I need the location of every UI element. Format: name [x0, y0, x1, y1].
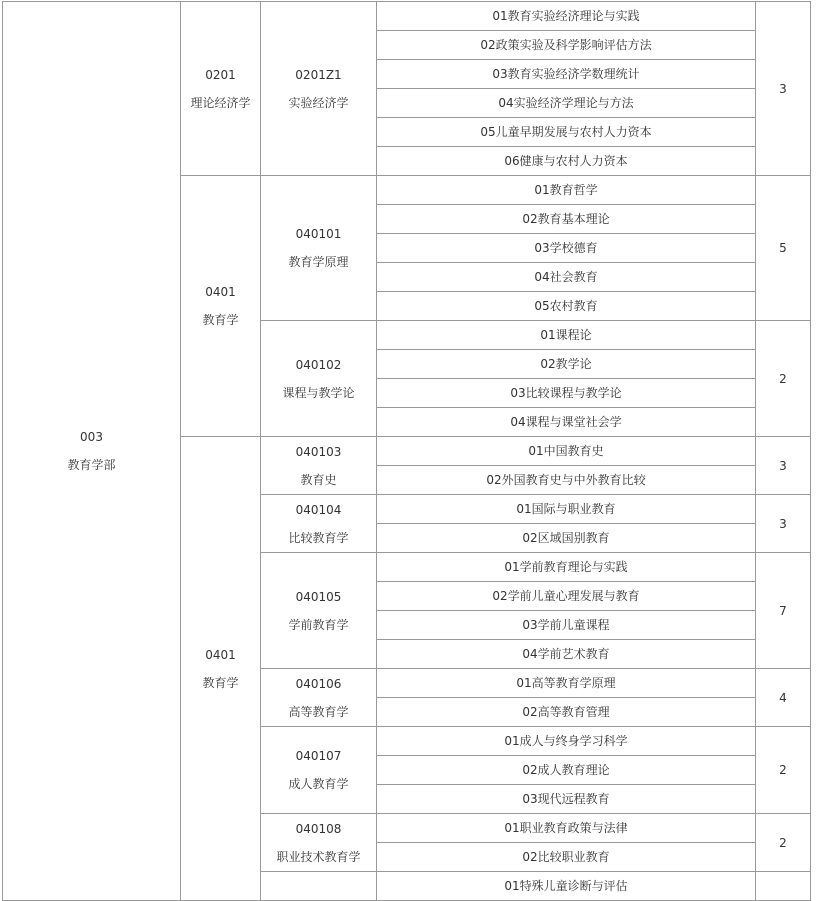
major-name: 职业技术教育学 [276, 849, 361, 864]
enrollment-count: 4 [756, 669, 811, 727]
direction-cell: 01中国教育史 [377, 437, 756, 466]
direction-cell: 02高等教育管理 [377, 698, 756, 727]
major-name: 高等教育学 [288, 704, 349, 719]
enrollment-count: 3 [756, 437, 811, 495]
enrollment-count: 3 [756, 2, 811, 176]
department-name: 教育学部 [67, 458, 116, 472]
direction-cell: 03现代远程教育 [377, 785, 756, 814]
direction-cell: 04社会教育 [377, 263, 756, 292]
direction-cell: 03教育实验经济学数理统计 [377, 60, 756, 89]
major-cell [261, 2, 377, 176]
direction-cell: 03学前儿童课程 [377, 611, 756, 640]
direction-cell: 01课程论 [377, 321, 756, 350]
direction-cell: 01教育实验经济理论与实践 [377, 2, 756, 31]
major-code: 040105 [295, 589, 342, 604]
direction-cell: 01职业教育政策与法律 [377, 814, 756, 843]
direction-cell: 01教育哲学 [377, 176, 756, 205]
major-cell [261, 814, 377, 872]
enrollment-count: 2 [756, 727, 811, 814]
subject-code: 0401 [205, 647, 236, 662]
major-name: 实验经济学 [288, 95, 349, 110]
enrollment-count: 3 [756, 495, 811, 553]
major-code: 040104 [295, 502, 342, 517]
major-cell [261, 872, 377, 901]
direction-cell: 02区域国别教育 [377, 524, 756, 553]
direction-cell: 04课程与课堂社会学 [377, 408, 756, 437]
major-code: 040103 [295, 444, 342, 459]
program-table [2, 1, 811, 901]
department-code: 003 [80, 430, 103, 444]
major-cell [261, 437, 377, 495]
subject-cell [181, 2, 261, 176]
direction-cell: 02外国教育史与中外教育比较 [377, 466, 756, 495]
major-code: 040106 [295, 676, 342, 691]
major-code: 040101 [295, 227, 342, 241]
major-cell [261, 669, 377, 727]
direction-cell: 02比较职业教育 [377, 843, 756, 872]
subject-name: 理论经济学 [190, 95, 251, 110]
direction-cell: 03比较课程与教学论 [377, 379, 756, 408]
major-cell [261, 495, 377, 553]
direction-cell: 01特殊儿童诊断与评估 [377, 872, 756, 901]
subject-cell [181, 437, 261, 901]
major-code: 040107 [295, 749, 342, 763]
direction-cell: 02教学论 [377, 350, 756, 379]
major-cell [261, 321, 377, 437]
major-cell [261, 553, 377, 669]
direction-cell: 01成人与终身学习科学 [377, 727, 756, 756]
major-name: 比较教育学 [288, 530, 349, 545]
direction-cell: 02教育基本理论 [377, 205, 756, 234]
subject-code: 0401 [205, 285, 236, 299]
major-code: 040108 [295, 821, 342, 836]
subject-code: 0201 [205, 67, 236, 82]
direction-cell: 05儿童早期发展与农村人力资本 [377, 118, 756, 147]
direction-cell: 03学校德育 [377, 234, 756, 263]
direction-cell: 02政策实验及科学影响评估方法 [377, 31, 756, 60]
direction-cell: 04实验经济学理论与方法 [377, 89, 756, 118]
enrollment-count: 2 [756, 814, 811, 872]
enrollment-count: 2 [756, 321, 811, 437]
department-cell [3, 2, 181, 901]
direction-cell: 05农村教育 [377, 292, 756, 321]
table-row [3, 2, 811, 31]
direction-cell: 01高等教育学原理 [377, 669, 756, 698]
direction-cell: 01学前教育理论与实践 [377, 553, 756, 582]
subject-name: 教育学 [202, 313, 239, 327]
enrollment-count: 7 [756, 553, 811, 669]
enrollment-count [756, 872, 811, 901]
major-name: 成人教育学 [288, 777, 349, 791]
direction-cell: 06健康与农村人力资本 [377, 147, 756, 176]
subject-name: 教育学 [202, 675, 239, 690]
major-cell [261, 176, 377, 321]
major-name: 教育史 [300, 472, 337, 487]
enrollment-count: 5 [756, 176, 811, 321]
major-name: 课程与教学论 [282, 385, 355, 400]
direction-cell: 02成人教育理论 [377, 756, 756, 785]
major-name: 教育学原理 [288, 255, 349, 269]
direction-cell: 04学前艺术教育 [377, 640, 756, 669]
major-code: 0201Z1 [295, 67, 342, 82]
program-table-body [3, 2, 811, 901]
subject-cell [181, 176, 261, 437]
direction-cell: 01国际与职业教育 [377, 495, 756, 524]
major-cell [261, 727, 377, 814]
major-name: 学前教育学 [288, 617, 349, 632]
major-code: 040102 [295, 357, 342, 372]
direction-cell: 02学前儿童心理发展与教育 [377, 582, 756, 611]
